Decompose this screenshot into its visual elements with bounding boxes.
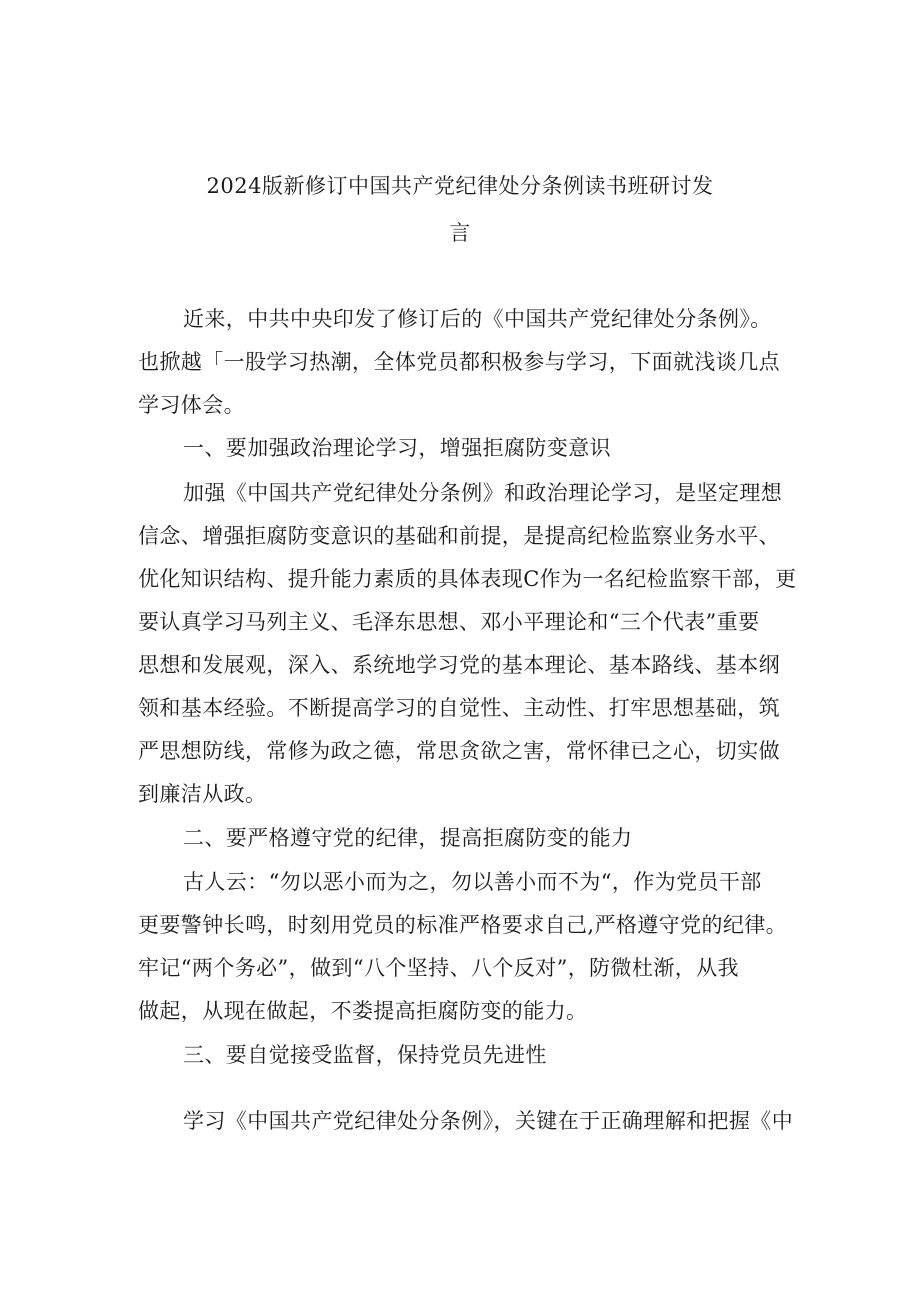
paragraph-section-1-line-2: 信念、增强拒腐防变意识的基础和前提，是提高纪检监察业务水平、: [138, 524, 780, 548]
paragraph-section-3-line-1: 学习《中国共产党纪律处分条例》，关键在于正确理解和把握《中: [183, 1109, 794, 1133]
document-title-line-1: 2024版新修订中国共产党纪律处分条例读书班研讨发: [206, 174, 714, 198]
paragraph-intro-line-2: 也掀越「一股学习热潮，全体党员都积极参与学习，下面就浅谈几点: [138, 350, 780, 374]
paragraph-section-1-line-5: 思想和发展观，深入、系统地学习党的基本理论、基本路线、基本纲: [138, 653, 780, 677]
document-title-line-2: 言: [449, 221, 471, 245]
section-heading-1: 一、要加强政治理论学习，增强拒腐防变意识: [183, 436, 611, 460]
paragraph-section-1-line-6: 领和基本经验。不断提高学习的自觉性、主动性、打牢思想基础，筑: [138, 696, 780, 720]
paragraph-section-1-line-1: 加强《中国共产党纪律处分条例》和政治理论学习，是坚定理想: [183, 481, 783, 505]
paragraph-section-2-line-2: 更要警钟长鸣，时刻用党员的标准严格要求自己,严格遵守党的纪律。: [138, 913, 788, 937]
section-heading-3: 三、要自觉接受监督，保持党员先进性: [183, 1043, 547, 1067]
paragraph-intro-line-3: 学习体会。: [138, 393, 245, 417]
paragraph-section-2-line-3: 牢记“两个务必”，做到“八个坚持、八个反对”，防微杜渐，从我: [138, 956, 739, 980]
paragraph-section-2-line-4: 做起，从现在做起，不娄提高拒腐防变的能力。: [138, 999, 588, 1023]
paragraph-section-1-line-8: 到廉洁从政。: [138, 782, 267, 806]
section-heading-2: 二、要严格遵守党的纪律，提高拒腐防变的能力: [183, 826, 633, 850]
paragraph-section-1-line-4: 要认真学习马列主义、毛泽东思想、邓小平理论和“三个代表”重要: [138, 610, 760, 634]
paragraph-intro-line-1: 近来，中共中央印发了修订后的《中国共产党纪律处分条例》。: [183, 307, 772, 331]
paragraph-section-1-line-7: 严思想防线，常修为政之德，常思贪欲之害，常怀律已之心，切实做: [138, 739, 780, 763]
paragraph-section-1-line-3: 优化知识结构、提升能力素质的具体表现C作为一名纪检监察干部，更: [138, 567, 797, 591]
paragraph-section-2-line-1: 古人云：“勿以恶小而为之，勿以善小而不为“，作为党员干部: [183, 870, 762, 894]
